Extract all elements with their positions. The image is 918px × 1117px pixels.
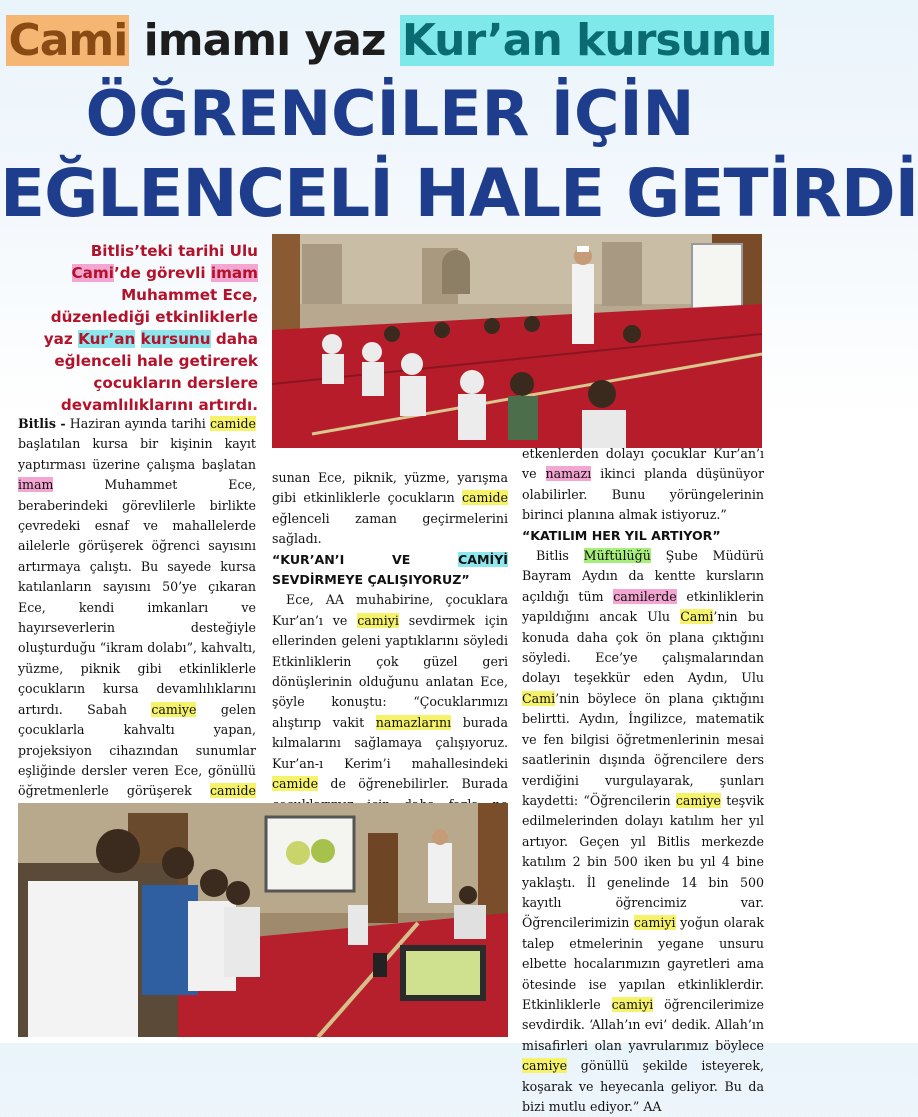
subheading: “KUR’AN’I VE CAMİYİ SEVDİRMEYE ÇALIŞIYORUZ”	[272, 551, 508, 588]
headline-line-3: EĞLENCELİ HALE GETİRDİ	[0, 155, 918, 232]
headline-word-cami: Cami	[8, 15, 128, 66]
article-paragraph: sunan Ece, piknik, yüzme, yarışma gibi etkinliklerle çocukların camide eğlenceli zaman geçirmelerini sağladı.	[272, 470, 508, 547]
article-paragraph: Bitlis - Haziran ayında tarihi camide başlatılan kursa bir kişinin kayıt yaptırması üzerine çalışma başlatan imam Muhammet Ece, beraberindeki görevlilerle birlikte çevredeki esnaf ve mahallelerde ailelerle görüşerek öğrenci sayısını artırmaya çalıştı. Bu sayede kursa katılanların sayısını 50’ye çıkaran Ece, kendi imkanları ve hayırseverlerin desteğiyle oluşturduğu “ikram dolabı”, kahvaltı, yüzme, piknik gibi etkinliklerle çocukların kursa devamlılıklarını artırdı. Sabah camiye gelen çocuklarla kahvaltı yapan, projeksiyon cihazından sunumlar eşliğinde dersler veren Ece, gönüllü öğretmenlerle görüşerek camide	[18, 416, 257, 799]
lead-paragraph: Bitlis’teki tarihi Ulu Cami’de görevli imam Muhammet Ece, düzenlediği etkinliklerle yaz Kur’an kursunu daha eğlenceli hale getirerek çocukların derslere devamlılıklarını artırdı.	[43, 242, 258, 414]
article-column-3	[522, 444, 764, 1117]
article-paragraph: Bitlis Müftülüğü Şube Müdürü Bayram Aydın da kentte kursların açıldığı tüm camilerde etkinliklerin yapıldığını ancak Ulu Cami’nin bu konuda daha çok ön plana çıktığını söyledi. Ece’ye çalışmalarından dolayı teşekkür eden Aydın, Ulu Cami’nin böylece ön plana çıktığını belirtti. Aydın, İngilizce, matematik ve fen bilgisi öğretmenlerinin mesai saatlerinin dışında öğrencilere ders verdiğini vurgulayarak, şunları kaydetti: “Öğrencilerin camiye teşvik edilmelerinden dolayı katılım her yıl artıyor. Geçen yıl Bitlis merkezde katılım 2 bin 500 iken bu yıl 4 bine yaklaştı. İl genelinde 14 bin 500 kayıtlı öğrencimiz var. Öğrencilerimizin camiyi yoğun olarak talep etmelerinin yegane unsuru elbette hocalarımızın gayretleri ama ötesinde ise yapılan etkinliklerdir. Etkinliklerle camiyi öğrencilerimize sevdirdik. ‘Allah’ın evi’ dedik. Allah’ın misafirleri olan yavrularımız böylece camiye gönüllü şekilde isteyerek, koşarak ve heyecanla geliyor. Bu da bizi mutlu ediyor.” AA	[522, 548, 765, 1114]
headline-line-2: ÖĞRENCİLER İÇİN	[85, 77, 695, 150]
children-presentation-photo	[18, 803, 508, 1037]
mosque-classroom-photo	[272, 234, 762, 448]
subheading: “KATILIM HER YIL ARTIYOR”	[522, 527, 721, 543]
headline-text: imamı yaz	[129, 15, 400, 66]
headline-word-kuran: Kur’an kursunu	[401, 15, 772, 66]
headline-line-1	[0, 10, 780, 72]
article-paragraph: etkenlerden dolayı çocuklar Kur’an’ı ve namazı ikinci planda düşünüyor olabilirler. Bunu yörüngelerinin birinci planına almak istiyoruz.”	[522, 446, 764, 523]
article-paragraph: Ece, AA muhabirine, çocuklara Kur’an’ı ve camiyi sevdirmek için ellerinden geleni yaptıklarını söyledi Etkinliklerin çok güzel geri dönüşlerinin olduğunu anlatan Ece, şöyle konuştu: “Çocuklarımızı alıştırıp vakit namazlarını burada kılmalarını sağlamaya çalışıyoruz. Kur’an-ı Kerim’i mahallesindeki camide de öğrenebilirler. Burada	[272, 592, 508, 792]
